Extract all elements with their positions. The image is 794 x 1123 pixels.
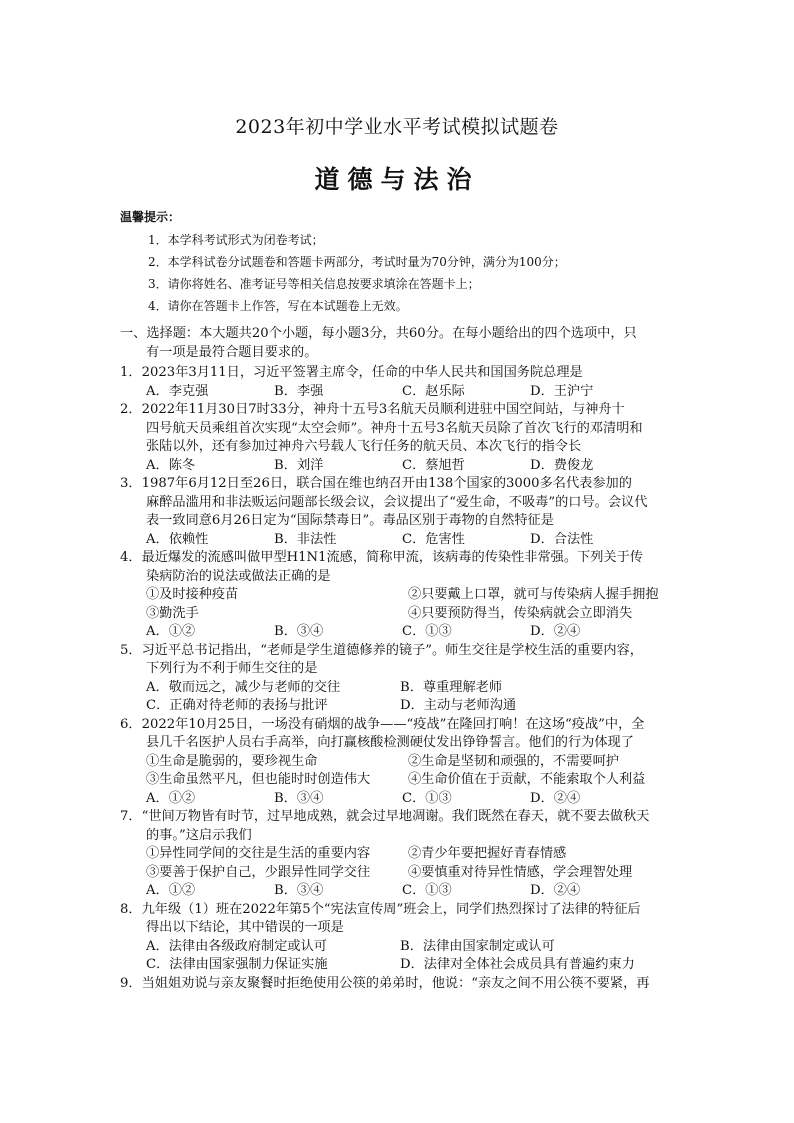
option: A．①②	[146, 790, 196, 806]
option: D．②④	[530, 883, 581, 898]
question-stem: 1．2023年3月11日，习近平签署主席令，任命的中华人民共和国国务院总理是	[120, 365, 583, 380]
option: C．法律由国家强制力保证实施	[146, 957, 328, 972]
option-row	[120, 679, 690, 698]
section-instruction	[120, 325, 690, 362]
option-row	[120, 697, 690, 716]
question-stem: 县几千名医护人员右手高举，向打赢核酸检测硬仗发出铮铮誓言。他们的行为体现了	[146, 735, 634, 750]
question-stem: 张陆以外，还有参加过神舟六号载人飞行任务的航天员、本次飞行的指令长	[146, 439, 582, 454]
option: B．③④	[274, 624, 324, 639]
option: A．敬而远之，减少与老师的交往	[146, 679, 341, 695]
question-stem: 表一致同意6月26日定为“国际禁毒日”。毒品区别于毒物的自然特征是	[146, 513, 554, 528]
option: B．③④	[274, 790, 324, 806]
statement-list	[120, 753, 690, 790]
option: C．①③	[402, 624, 452, 639]
statement: ③生命虽然平凡，但也能时时创造伟大	[146, 772, 371, 787]
option: C．正确对待老师的表扬与批评	[146, 698, 328, 713]
statement: ②青少年要把握好青春情感	[408, 846, 567, 861]
option-row	[120, 938, 690, 957]
option: C．赵乐际	[402, 383, 465, 399]
question-4	[120, 549, 690, 642]
option: D．法律对全体社会成员具有普遍约束力	[400, 957, 635, 972]
option: B．尊重理解老师	[400, 679, 503, 695]
question-8	[120, 901, 690, 975]
statement: ②生命是坚韧和顽强的，不需要呵护	[408, 753, 619, 769]
tip-item: 3．请你将姓名、准考证号等相关信息按要求填涂在答题卡上；	[148, 277, 480, 291]
option: C．危害性	[402, 531, 465, 547]
question-area	[120, 325, 690, 993]
statement: ①异性同学间的交往是生活的重要内容	[146, 846, 371, 861]
tip-item: 1．本学科考试形式为闭卷考试；	[148, 233, 324, 247]
option-row	[120, 956, 690, 975]
question-stem: 四号航天员乘组首次实现“太空会师”。神舟十五号3名航天员除了首次飞行的邓清明和	[146, 420, 643, 436]
statement: ①及时接种疫苗	[146, 587, 239, 602]
question-stem: 得出以下结论，其中错误的一项是	[146, 920, 344, 935]
question-stem: 8．九年级（1）班在2022年第5个“宪法宣传周”班会上，同学们热烈探讨了法律的特征后	[120, 901, 641, 917]
question-stem: 4．最近爆发的流感叫做甲型H1N1流感，简称甲流，该病毒的传染性非常强。下列关于传	[120, 550, 643, 565]
statement: ④只要预防得当，传染病就会立即消失	[408, 605, 633, 621]
question-stem: 麻醉品滥用和非法贩运问题部长级会议，会议提出了“爱生命，不吸毒”的口号。会议代	[146, 494, 648, 510]
section-line: 一、选择题：本大题共20个小题，每小题3分，共60分。在每小题给出的四个选项中，只	[120, 326, 637, 341]
option-row	[120, 623, 690, 642]
option: A．依赖性	[146, 531, 209, 547]
question-stem: 下列行为不利于师生交往的是	[146, 661, 318, 676]
question-stem: 染病防治的说法或做法正确的是	[146, 568, 331, 584]
option: A．法律由各级政府制定或认可	[146, 938, 327, 954]
option: A．李克强	[146, 383, 209, 399]
question-1	[120, 364, 690, 401]
exam-title: 2023年初中学业水平考试模拟试题卷	[235, 116, 559, 138]
statement-list	[120, 845, 690, 882]
tip-item: 4．请你在答题卡上作答，写在本试题卷上无效。	[148, 299, 408, 313]
option: A．①②	[146, 883, 196, 898]
question-stem: 6．2022年10月25日，一场没有硝烟的战争——“疫战”在隆回打响！在这场“疫战”中，全	[120, 716, 645, 732]
question-3	[120, 475, 690, 549]
question-5	[120, 642, 690, 716]
statement: ③要善于保护自己，少跟异性同学交往	[146, 864, 371, 880]
question-stem: 3．1987年6月12日至26日，联合国在维也纳召开由138个国家的3000多名代表参加的	[120, 476, 632, 491]
option: C．蔡旭哲	[402, 457, 465, 473]
option-row	[120, 383, 690, 402]
option: D．王沪宁	[530, 383, 594, 399]
option: D．费俊龙	[530, 457, 594, 473]
question-stem: 的事。”这启示我们	[146, 827, 252, 843]
option: B．法律由国家制定或认可	[400, 938, 555, 954]
question-6	[120, 716, 690, 809]
question-stem: 2．2022年11月30日7时33分，神舟十五号3名航天员顺利进驻中国空间站，与神舟十	[120, 402, 625, 417]
option: D．②④	[530, 790, 581, 806]
option: A．陈冬	[146, 457, 196, 473]
option: B．③④	[274, 883, 324, 898]
option-row	[120, 531, 690, 550]
subject-heading: 道德与法治	[314, 165, 480, 194]
option: C．①③	[402, 790, 452, 806]
question-stem: 7．“世间万物皆有时节，过早地成熟，就会过早地凋谢。我们既然在春天，就不要去做秋天	[120, 809, 650, 824]
statement: ②只要戴上口罩，就可与传染病人握手拥抱	[408, 587, 659, 602]
option: D．主动与老师沟通	[400, 698, 517, 713]
option-row	[120, 790, 690, 809]
tip-item: 2．本学科试卷分试题卷和答题卡两部分，考试时量为70分钟，满分为100分；	[148, 255, 566, 269]
option: B．非法性	[274, 531, 337, 547]
tips-heading: 温馨提示：	[120, 210, 181, 224]
question-stem: 9．当姐姐劝说与亲友聚餐时拒绝使用公筷的弟弟时，他说：“亲友之间不用公筷不要紧，再	[120, 975, 650, 991]
statement: ①生命是脆弱的，要珍视生命	[146, 753, 318, 769]
question-9	[120, 975, 690, 994]
statement-list	[120, 586, 690, 623]
statement: ④生命价值在于贡献，不能索取个人利益	[408, 772, 646, 787]
statement: ③勤洗手	[146, 605, 199, 621]
option: D．合法性	[530, 531, 594, 547]
statement: ④要慎重对待异性情感，学会理智处理	[408, 864, 633, 880]
option: B．李强	[274, 383, 324, 399]
option: D．②④	[530, 624, 581, 639]
option-row	[120, 882, 690, 901]
tips-box	[120, 208, 700, 317]
question-stem: 5．习近平总书记指出，“老师是学生道德修养的镜子”。师生交往是学校生活的重要内容，	[120, 642, 643, 658]
question-2	[120, 401, 690, 475]
option: B．刘洋	[274, 457, 324, 473]
option-row	[120, 457, 690, 476]
question-7	[120, 808, 690, 901]
section-line: 有一项是最符合题目要求的。	[146, 344, 318, 360]
option: A．①②	[146, 624, 196, 639]
option: C．①③	[402, 883, 452, 898]
